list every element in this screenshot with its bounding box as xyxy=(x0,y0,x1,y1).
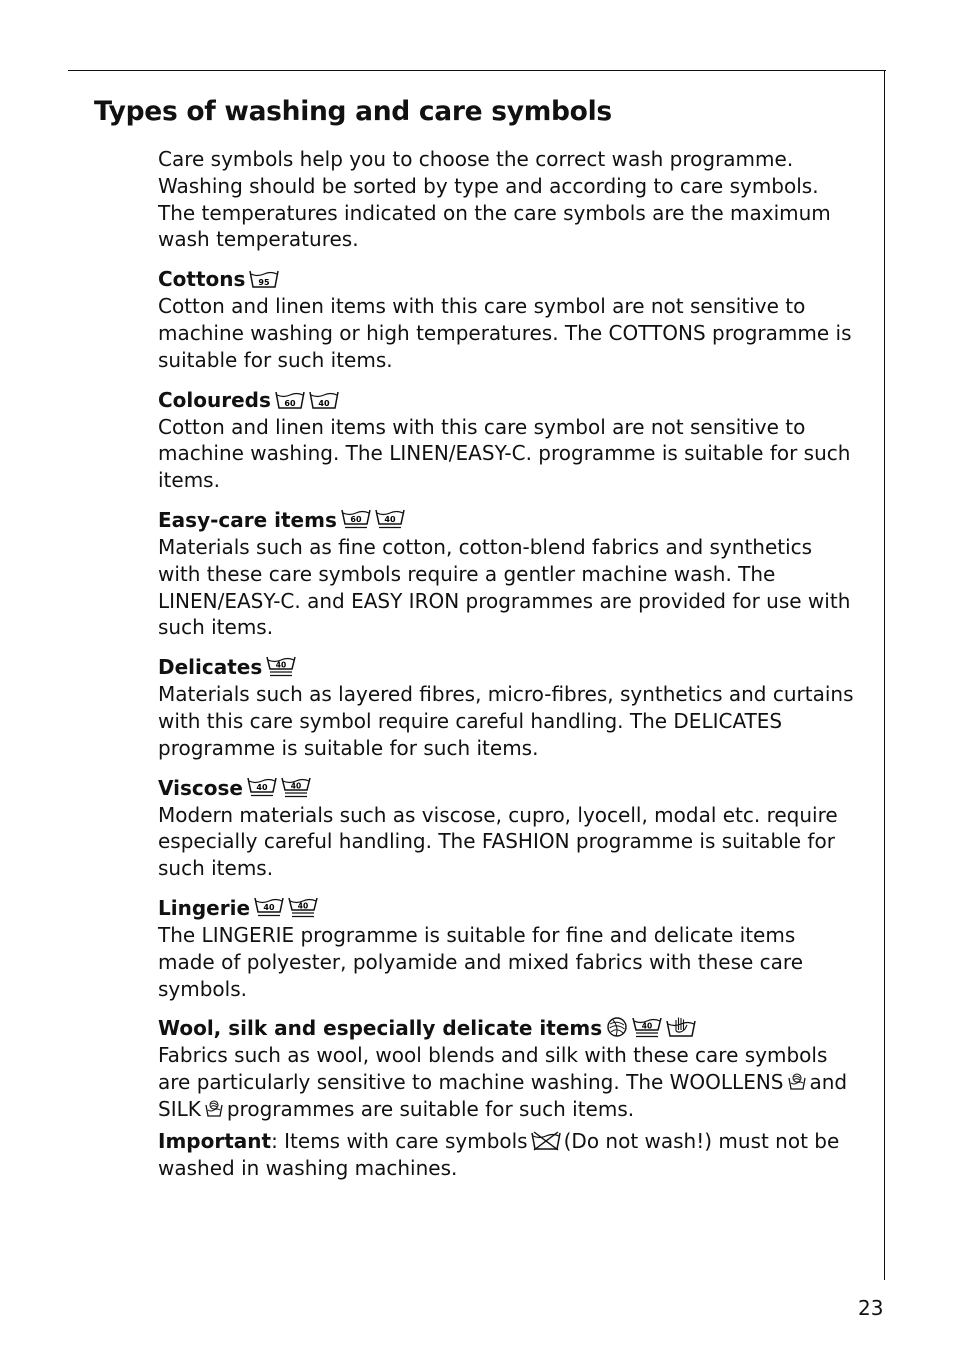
section-heading: Cottons 95 xyxy=(158,266,858,293)
wash-40-very-gentle-icon xyxy=(281,776,311,798)
important-paragraph: Important: Items with care symbols (Do not wash!) must not be washed in washing machines. xyxy=(158,1128,840,1180)
section-wool-silk xyxy=(158,1015,858,1122)
section-cottons xyxy=(158,266,858,373)
section-text: Modern materials such as viscose, cupro, lyocell, modal etc. require especially careful handling. The FASHION programme is suitable for such items. xyxy=(158,802,838,881)
wash-40-gentle-icon xyxy=(254,896,284,918)
wash-60-gentle-icon xyxy=(341,508,371,530)
svg-text:60: 60 xyxy=(284,398,296,408)
woollens-programme-icon xyxy=(787,1072,807,1092)
section-delicates xyxy=(158,654,858,761)
content xyxy=(158,146,858,1181)
right-rule xyxy=(884,70,885,1280)
section-heading: Viscose 40 40 xyxy=(158,775,858,802)
section-text: Materials such as fine cotton, cotton-blend fabrics and synthetics with these care symbols require a gentler machine wash. The LINEN/EASY-C. and EASY IRON programmes are provided for use with such items. xyxy=(158,534,851,640)
page-number: 23 xyxy=(858,1296,884,1320)
svg-text:40: 40 xyxy=(384,514,396,524)
section-text: Cotton and linen items with this care symbol are not sensitive to machine washing. The LINEN/EASY-C. programme is suitable for such items. xyxy=(158,414,851,493)
svg-text:40: 40 xyxy=(297,901,309,911)
svg-text:40: 40 xyxy=(263,902,275,912)
wash-40-very-gentle-icon xyxy=(632,1016,662,1038)
section-text: Cotton and linen items with this care symbol are not sensitive to machine washing or high temperatures. The COTTONS programme is suitable for such items. xyxy=(158,294,852,372)
section-heading: Delicates 40 xyxy=(158,654,858,681)
wash-40-gentle-icon xyxy=(247,776,277,798)
hand-wash-icon xyxy=(666,1016,696,1038)
page-title: Types of washing and care symbols xyxy=(94,96,612,127)
wash-40-very-gentle-icon xyxy=(288,896,318,918)
svg-text:40: 40 xyxy=(256,782,268,792)
section-easy-care xyxy=(158,507,858,641)
section-text: Fabrics such as wool, wool blends and silk with these care symbols are particularly sensitive to machine washing. The WOOLLENS and SILK programmes are suitable for such items. xyxy=(158,1043,848,1121)
wash-40-gentle-icon xyxy=(375,508,405,530)
wash-95-icon xyxy=(249,269,279,289)
wool-yarn-icon xyxy=(606,1016,628,1038)
svg-text:40: 40 xyxy=(641,1021,653,1031)
svg-text:95: 95 xyxy=(258,278,270,288)
svg-text:40: 40 xyxy=(318,398,330,408)
section-coloureds xyxy=(158,387,858,494)
silk-programme-icon xyxy=(204,1099,224,1119)
intro-paragraph: Care symbols help you to choose the correct wash programme. Washing should be sorted by type and according to care symbols. The temperatures indicated on the care symbols are the maximum wash temperatures. xyxy=(158,147,831,252)
section-heading: Lingerie 40 40 xyxy=(158,895,858,922)
do-not-wash-icon xyxy=(531,1131,561,1151)
section-text: The LINGERIE programme is suitable for fine and delicate items made of polyester, polyamide and mixed fabrics with these care symbols. xyxy=(158,922,804,1001)
svg-text:40: 40 xyxy=(276,660,287,670)
section-heading: Easy-care items 60 40 xyxy=(158,507,858,534)
wash-40-very-gentle-icon xyxy=(266,655,296,677)
section-viscose xyxy=(158,775,858,882)
section-heading: Coloureds 60 40 xyxy=(158,387,858,414)
wash-60-icon xyxy=(275,390,305,410)
top-rule xyxy=(68,70,886,71)
svg-text:60: 60 xyxy=(350,514,362,524)
section-text: Materials such as layered fibres, micro-fibres, synthetics and curtains with this care symbol require careful handling. The DELICATES programme is suitable for such items. xyxy=(158,682,854,760)
section-heading: Wool, silk and especially delicate items 40 xyxy=(158,1015,858,1042)
wash-40-icon xyxy=(309,390,339,410)
svg-text:40: 40 xyxy=(290,781,302,791)
section-lingerie xyxy=(158,895,858,1002)
